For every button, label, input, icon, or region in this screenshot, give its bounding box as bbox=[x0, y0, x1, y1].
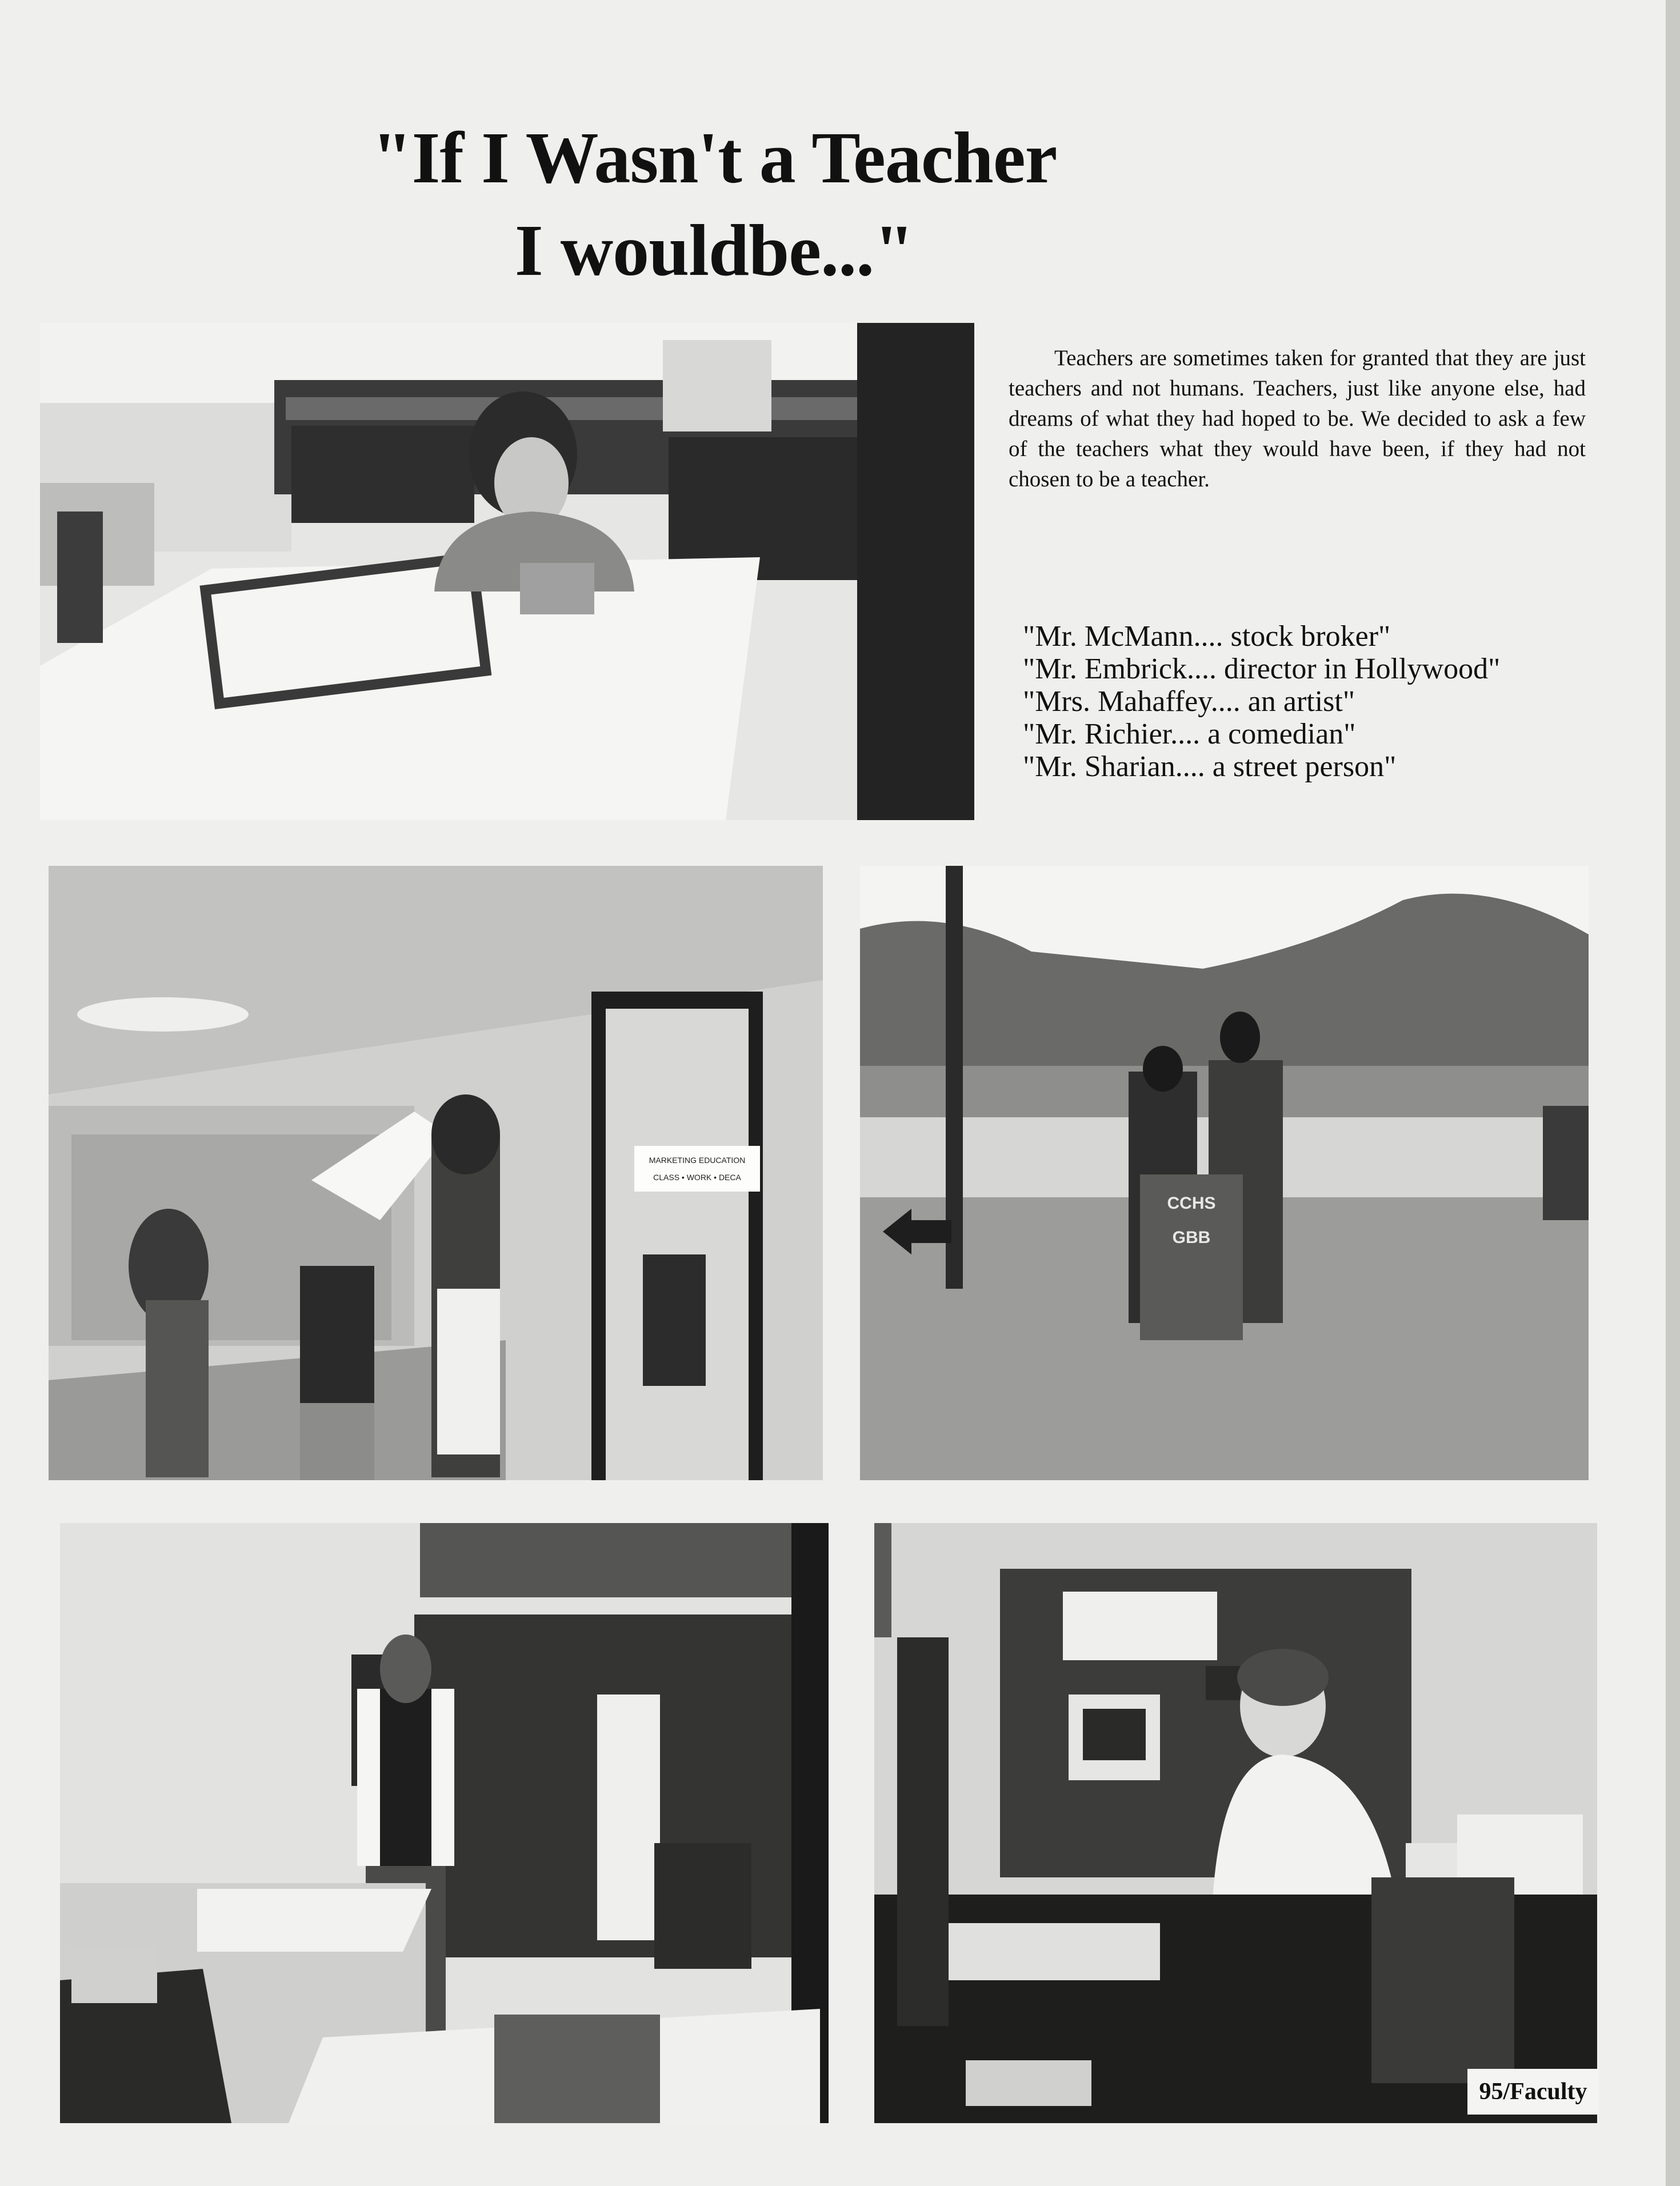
quote-item: "Mr. Richier.... a comedian" bbox=[1023, 718, 1356, 750]
hallway-sign-line-2: CLASS • WORK • DECA bbox=[653, 1173, 741, 1182]
quote-item: "Mr. Sharian.... a street person" bbox=[1023, 750, 1397, 783]
title-line-2: I wouldbe..." bbox=[514, 210, 914, 291]
photo-chalkboard bbox=[60, 1523, 829, 2123]
intro-paragraph: Teachers are sometimes taken for granted that they are just teachers and not humans. Teachers, just like anyone else, had dreams of what they had hoped to be. We decided to ask a few of the teachers what they would have been, if they had not chosen to be a teacher. bbox=[1009, 346, 1586, 491]
barrel-label-1: CCHS bbox=[1167, 1194, 1216, 1213]
page-folio: 95/Faculty bbox=[1467, 2069, 1599, 2115]
page-edge bbox=[1666, 0, 1680, 2186]
page-title bbox=[171, 111, 1257, 297]
quote-item: "Mr. Embrick.... director in Hollywood" bbox=[1023, 653, 1501, 685]
photo-computer-desk bbox=[874, 1523, 1597, 2123]
quote-item: "Mrs. Mahaffey.... an artist" bbox=[1023, 685, 1355, 718]
title-line-1: "If I Wasn't a Teacher bbox=[371, 117, 1057, 198]
teacher-quotes bbox=[1023, 620, 1594, 783]
photo-outdoor-barrel bbox=[860, 866, 1589, 1480]
quote-item: "Mr. McMann.... stock broker" bbox=[1023, 620, 1391, 653]
barrel-label-2: GBB bbox=[1172, 1228, 1211, 1247]
photo-teacher-at-desk bbox=[40, 323, 974, 820]
photo-hallway bbox=[49, 866, 823, 1480]
hallway-sign-line-1: MARKETING EDUCATION bbox=[649, 1156, 746, 1165]
